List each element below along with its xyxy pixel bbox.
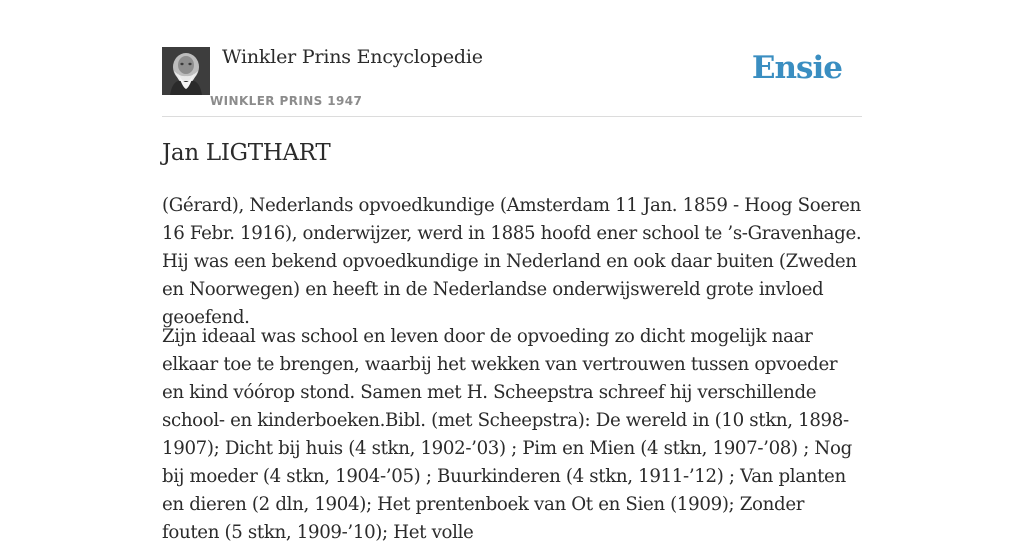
site-header [162,0,862,117]
source-label[interactable]: WINKLER PRINS 1947 [210,94,363,108]
bearded-man-portrait-icon[interactable] [162,47,210,95]
site-title[interactable]: Winkler Prins Encyclopedie [222,46,483,68]
article-paragraph: (Gérard), Nederlands opvoedkundige (Amsterdam 11 Jan. 1859 - Hoog Soeren 16 Febr. 1916), onderwijzer, werd in 1885 hoofd ener school te ’s-Gravenhage. Hij was een bekend opvoedkundige in Nederland en ook daar buiten (Zweden en Noorwegen) en heeft in de Nederlandse onderwijswereld grote invloed geoefend. [162,195,862,328]
article-paragraph: Zijn ideaal was school en leven door de opvoeding zo dicht mogelijk naar elkaar toe te brengen, waarbij het wekken van vertrouwen tussen opvoeder en kind vóórop stond. Samen met H. Scheepstra schreef hij verschillende school- en kinderboeken.Bibl. (met Scheepstra): De wereld in (10 stkn, 1898-1907); Dicht bij huis (4 stkn, 1902-’03) ; Pim en Mien (4 stkn, 1907-’08) ; Nog bij moeder (4 stkn, 1904-’05) ; Buurkinderen (4 stkn, 1911-’12) ; Van planten en dieren (2 dln, 1904); Het prentenboek van Ot en Sien (1909); Zonder fouten (5 stkn, 1909-’10); Het volle [162,326,852,543]
avatar-image [162,47,210,95]
article-title: Jan LIGTHART [162,140,331,166]
page [162,0,862,543]
brand-logo[interactable]: Ensie [751,50,842,86]
